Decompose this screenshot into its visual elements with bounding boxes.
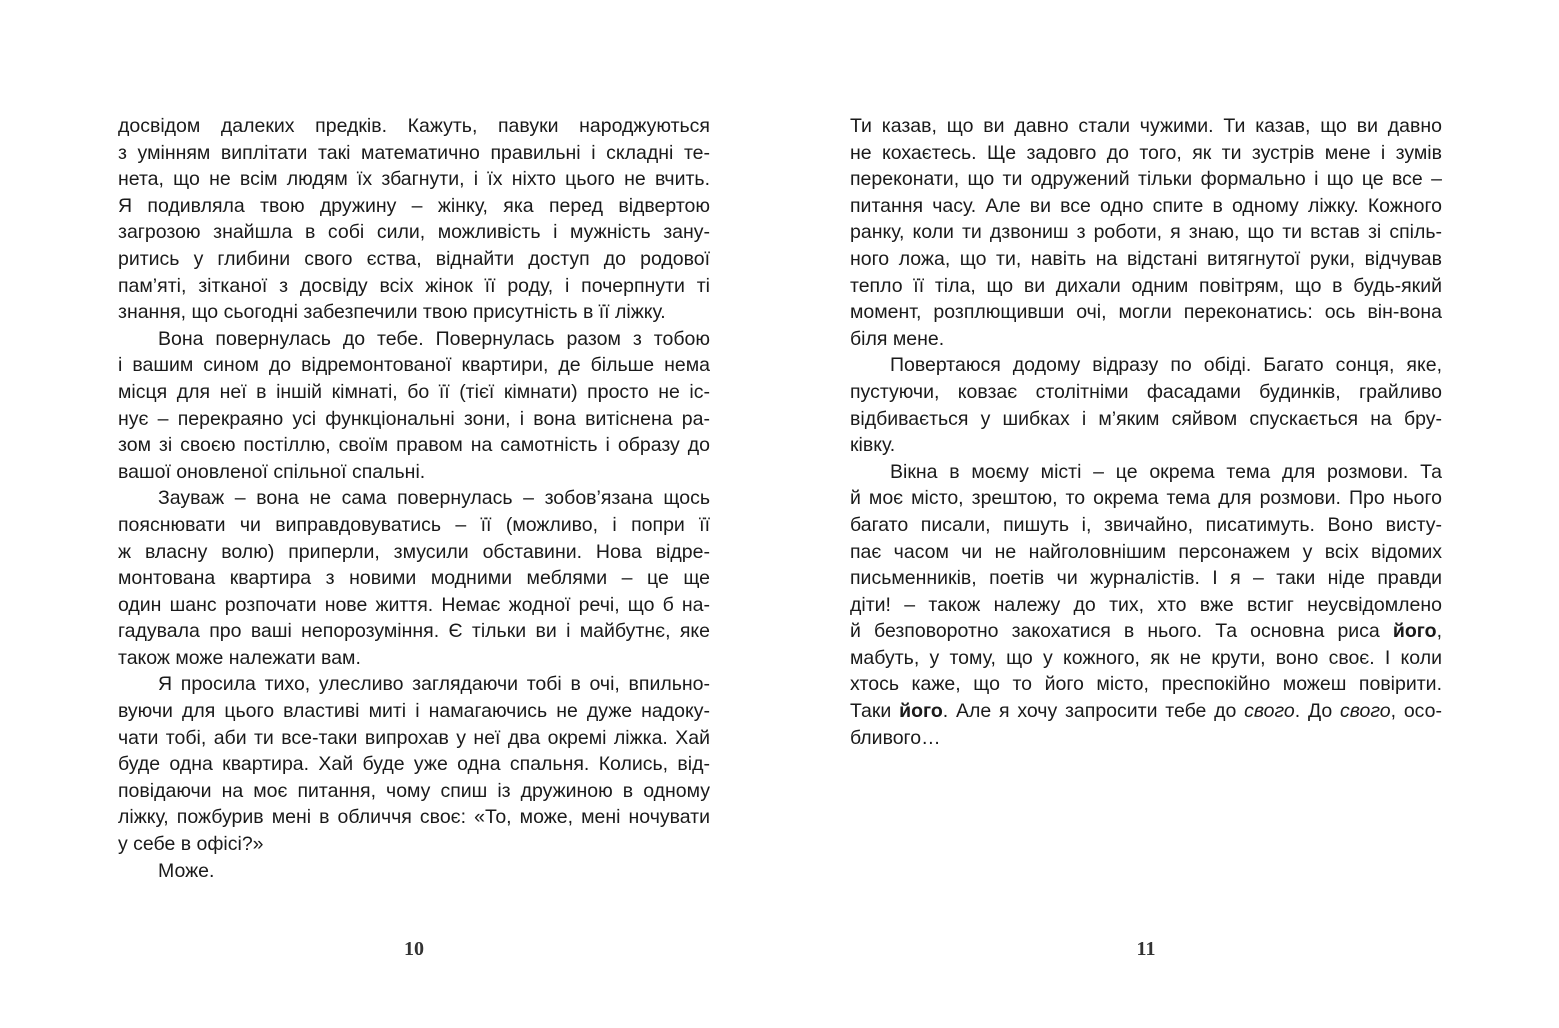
page-number-left: 10 [404,938,424,960]
text-line: вашої оновленої спільної спальні. [118,460,426,483]
text-line: повідаючи на моє питання, чому спиш із дружиною в одному [118,779,710,802]
text-span: . До [1294,700,1341,723]
text-line: Може. [158,859,215,882]
text-line: у себе в офісі?» [118,833,264,856]
text-line [850,698,1442,725]
page-number-right: 11 [1136,938,1156,960]
text-line: Вона повернулась до тебе. Повернулась разом з тобою [158,327,710,350]
right-page-body [850,113,1442,751]
text-line: зом зі своєю постіллю, своїм правом на самотність і образу до [118,434,710,457]
text-line: Повертаюся додому відразу по обіді. Багато сонця, яке, [890,354,1442,377]
text-line: знання, що сьогодні забезпечили твою присутність в її ліжку. [118,301,666,324]
text-line: ківку. [850,434,896,457]
text-line: мабуть, у тому, що у кожного, як не крути, воно своє. І коли [850,646,1442,669]
text-line: письменників, поетів чи журналістів. І я – таки ніде правди [850,567,1442,590]
text-line: діти! – також належу до тих, хто вже встиг неусвідомлено [850,593,1442,616]
text-line: Я подивляла твою дружину – жінку, яка перед відвертою [118,194,710,217]
text-line: ритись у глибини свого єства, віднайти доступ до родової [118,247,710,270]
text-line: й моє місто, зрештою, то окрема тема для розмови. Про нього [850,487,1442,510]
text-line: і вашим сином до відремонтованої квартири, де більше нема [118,354,710,377]
text-line: з умінням виплітати такі математично правильні і складні те- [118,141,710,164]
bold-word: його [899,700,943,723]
text-line: бливого… [850,726,941,749]
text-span: Таки [850,700,900,723]
text-span: й безповоротно закохатися в нього. Та основна риса [850,620,1393,643]
text-line: пустуючи, ковзає столітніми фасадами будинків, грайливо [850,380,1442,403]
text-line: один шанс розпочати нове життя. Немає жодної речі, що б на- [118,593,710,616]
text-line: Ти казав, що ви давно стали чужими. Ти казав, що ви давно [850,115,1442,137]
text-span: , осо- [1390,700,1442,723]
text-line: нета, що не всім людям їх збагнути, і їх ніхто цього не вчить. [118,168,710,191]
text-line: досвідом далеких предків. Кажуть, павуки народжуються [118,115,710,137]
text-line: буде одна квартира. Хай буде уже одна спальня. Колись, від- [118,753,710,776]
text-line: пам’яті, зітканої з досвіду всіх жінок її роду, і почерпнути ті [118,274,710,297]
text-line: загрозою знайшла в собі сили, можливість і мужність зану- [118,221,710,244]
text-span: . Але я хочу запросити тебе до [942,700,1245,723]
text-line: Зауваж – вона не сама повернулась – зобов’язана щось [158,487,710,510]
text-line: біля мене. [850,327,945,350]
text-line: монтована квартира з новими модними меблями – це ще [118,567,710,590]
text-line: переконати, що ти одружений тільки формально і що це все – [850,168,1442,191]
text-line: не кохаєтесь. Ще задовго до того, як ти зустрів мене і зумів [850,141,1442,164]
text-line: гадувала про ваші непорозуміння. Є тільки ви і майбутнє, яке [118,620,710,643]
text-line: ного ложа, що ти, навіть на відстані витягнутої руки, відчував [850,247,1442,270]
text-line: ранку, коли ти дзвониш з роботи, я знаю, що ти встав зі спіль- [850,221,1442,244]
left-page-body [118,113,710,884]
text-span: , [1436,620,1442,643]
text-line: момент, розплющивши очі, могли переконатись: ось він-вона [850,301,1442,324]
bold-word: його [1392,620,1437,643]
text-line: питання часу. Але ви все одно спите в одному ліжку. Кожного [850,194,1442,217]
text-line: Я просила тихо, улесливо заглядаючи тобі в очі, впильно- [158,673,710,696]
text-line: ліжку, пожбурив мені в обличчя своє: «То, може, мені ночувати [118,806,710,829]
italic-word: свого [1244,700,1295,723]
text-line: тепло її тіла, що ви дихали одним повітрям, що в будь-який [850,274,1442,297]
text-line: нує – перекраяно усі функціональні зони, і вона витіснена ра- [118,407,710,430]
text-line: чати тобі, аби ти все-таки випрохав у неї два окремі ліжка. Хай [118,726,710,749]
text-line [850,618,1442,645]
text-line: місця для неї в іншій кімнаті, бо її (тієї кімнати) просто не іс- [118,380,710,403]
text-line: Вікна в моєму місті – це окрема тема для розмови. Та [890,460,1442,483]
text-line: багато писали, пишуть і, звичайно, писатимуть. Воно висту- [850,513,1442,536]
text-line: хтось каже, що то його місто, преспокійно можеш повірити. [850,673,1442,696]
text-line: відбивається у шибках і м’яким сяйвом спускається на бру- [850,407,1442,430]
italic-word: свого [1340,700,1391,723]
text-line: ж власну волю) приперли, змусили обставини. Нова відре- [118,540,710,563]
text-line: вуючи для цього властиві миті і намагаючись не дуже надоку- [118,700,710,723]
text-line: пояснювати чи виправдовуватись – її (можливо, і попри її [118,513,710,536]
text-line: пає часом чи не найголовнішим персонажем у всіх відомих [850,540,1442,563]
text-line: також може належати вам. [118,646,361,669]
